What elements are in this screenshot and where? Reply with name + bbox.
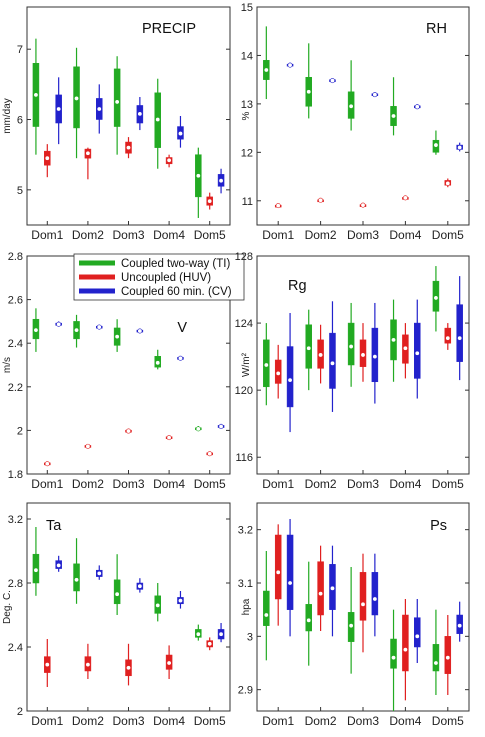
median-marker <box>178 356 182 360</box>
x-tick-label: Dom2 <box>304 714 337 728</box>
panel-title: Ta <box>46 518 62 534</box>
box <box>372 572 378 615</box>
y-tick-label: 3.2 <box>7 514 23 526</box>
median-marker <box>307 90 311 94</box>
x-tick-label: Dom1 <box>31 477 64 491</box>
median-marker <box>288 378 292 382</box>
y-tick-label: 2.8 <box>7 578 23 590</box>
median-marker <box>434 661 438 665</box>
median-marker <box>457 145 461 149</box>
box-dom2-series-2 <box>85 148 91 180</box>
median-marker <box>276 203 280 207</box>
box-dom1-series-1 <box>263 551 269 660</box>
y-axis-label: mm/day <box>2 98 13 134</box>
median-marker <box>288 63 292 67</box>
box-dom1-series-1 <box>33 308 39 352</box>
median-marker <box>97 571 101 575</box>
y-axis-label: m/s <box>2 356 13 374</box>
box-dom3-series-1 <box>348 567 354 674</box>
box-dom1-series-3 <box>56 77 62 144</box>
panel-title: V <box>177 320 187 336</box>
x-tick-label: Dom4 <box>389 228 422 242</box>
median-marker <box>34 328 38 332</box>
median-marker <box>196 632 200 636</box>
box-dom1-series-1 <box>263 323 269 405</box>
median-marker <box>178 598 182 602</box>
median-marker <box>86 444 90 448</box>
plot-frame <box>257 7 469 225</box>
box-dom2-series-2 <box>85 444 91 448</box>
median-marker <box>349 344 353 348</box>
y-tick-label: 6 <box>16 114 23 127</box>
x-tick-label: Dom4 <box>153 477 186 491</box>
box-dom1-series-2 <box>44 144 50 177</box>
median-marker <box>276 371 280 375</box>
box-dom3-series-3 <box>372 92 378 97</box>
box-dom5-series-3 <box>218 623 224 642</box>
median-marker <box>318 198 322 202</box>
median-marker <box>156 361 160 365</box>
panel-title: Rg <box>288 278 307 294</box>
x-tick-label: Dom5 <box>193 714 226 728</box>
legend-label: Uncoupled (HUV) <box>121 272 212 284</box>
y-tick-label: 2 <box>16 706 23 718</box>
y-tick-label: 2.4 <box>7 338 23 351</box>
y-tick-label: 13 <box>240 98 253 111</box>
box-dom4-series-1 <box>155 79 161 169</box>
box-dom4-series-2 <box>402 196 408 200</box>
box-dom2-series-2 <box>318 546 324 631</box>
box <box>360 572 366 620</box>
median-marker <box>264 363 268 367</box>
box-dom3-series-3 <box>372 554 378 637</box>
box-dom5-series-1 <box>433 610 439 695</box>
median-marker <box>330 361 334 365</box>
y-tick-label: 5 <box>16 184 23 197</box>
x-tick-label: Dom3 <box>112 228 145 242</box>
box <box>414 618 420 647</box>
median-marker <box>434 143 438 147</box>
median-marker <box>196 174 200 178</box>
box-dom5-series-1 <box>195 625 201 641</box>
box-dom5-series-2 <box>207 452 213 456</box>
median-marker <box>361 203 365 207</box>
median-marker <box>138 112 142 116</box>
median-marker <box>330 78 334 82</box>
box <box>318 562 324 615</box>
box-dom5-series-3 <box>457 276 463 380</box>
box-dom1-series-2 <box>44 462 50 466</box>
box-dom4-series-3 <box>177 116 183 148</box>
median-marker <box>446 655 450 659</box>
box-dom2-series-3 <box>329 78 335 82</box>
median-marker <box>307 346 311 350</box>
median-marker <box>115 592 119 596</box>
panel-title: Ps <box>430 518 447 534</box>
x-tick-label: Dom1 <box>262 477 295 491</box>
box-dom3-series-3 <box>137 578 143 592</box>
box-dom5-series-1 <box>433 131 439 155</box>
box-dom4-series-3 <box>414 300 420 399</box>
box-dom1-series-1 <box>33 39 39 155</box>
y-tick-label: 3.2 <box>237 524 253 537</box>
x-tick-label: Dom5 <box>431 477 464 491</box>
box-dom5-series-3 <box>457 143 463 152</box>
y-tick-label: 120 <box>234 385 253 398</box>
median-marker <box>115 100 119 104</box>
box-dom3-series-3 <box>137 97 143 130</box>
box-dom4-series-1 <box>155 350 161 370</box>
y-axis-label: Deg. C. <box>2 590 13 624</box>
panel-title: PRECIP <box>142 21 196 37</box>
box-dom3-series-1 <box>114 56 120 154</box>
box-dom3-series-2 <box>360 203 366 207</box>
box-dom4-series-2 <box>166 435 172 439</box>
panel-ta <box>2 503 230 728</box>
box-dom2-series-1 <box>74 48 80 158</box>
box <box>263 591 269 626</box>
median-marker <box>196 427 200 431</box>
median-marker <box>45 662 49 666</box>
box-dom1-series-1 <box>33 527 39 596</box>
box-dom3-series-3 <box>137 329 143 333</box>
median-marker <box>167 661 171 665</box>
box-dom3-series-1 <box>114 554 120 615</box>
y-tick-label: 11 <box>241 195 253 208</box>
box-dom5-series-2 <box>445 178 451 187</box>
box-dom1-series-2 <box>275 524 281 625</box>
y-tick-label: 15 <box>240 2 253 14</box>
panel-title: RH <box>426 21 447 37</box>
box-dom1-series-3 <box>287 63 293 68</box>
median-marker <box>446 181 450 185</box>
box-dom2-series-1 <box>74 315 80 348</box>
x-tick-label: Dom3 <box>346 228 380 242</box>
box-dom3-series-2 <box>126 644 132 686</box>
y-tick-label: 128 <box>234 251 253 263</box>
box-dom1-series-2 <box>275 345 281 399</box>
box <box>275 535 281 599</box>
box-dom2-series-2 <box>318 198 324 202</box>
box <box>287 347 293 407</box>
median-marker <box>415 351 419 355</box>
panel-v <box>2 251 244 491</box>
box-dom4-series-2 <box>166 645 172 679</box>
y-tick-label: 3 <box>246 631 253 644</box>
box-dom4-series-1 <box>391 77 397 135</box>
x-tick-label: Dom3 <box>112 477 145 491</box>
median-marker <box>97 107 101 111</box>
panel-rg <box>235 251 469 491</box>
median-marker <box>307 618 311 622</box>
box-dom2-series-1 <box>306 310 312 390</box>
median-marker <box>115 334 119 338</box>
box <box>457 305 463 362</box>
box-dom5-series-3 <box>457 602 463 642</box>
box <box>414 323 420 378</box>
median-marker <box>318 591 322 595</box>
x-tick-label: Dom4 <box>389 714 422 728</box>
median-marker <box>264 613 268 617</box>
box-dom5-series-3 <box>218 424 224 429</box>
box-dom4-series-1 <box>391 300 397 382</box>
box-dom2-series-1 <box>74 538 80 604</box>
y-tick-label: 2.9 <box>237 684 253 697</box>
y-tick-label: 12 <box>240 147 253 160</box>
median-marker <box>361 353 365 357</box>
median-marker <box>403 196 407 200</box>
x-tick-label: Dom3 <box>346 714 380 728</box>
box-dom3-series-2 <box>360 323 366 382</box>
x-tick-label: Dom2 <box>71 477 104 491</box>
x-tick-label: Dom5 <box>193 477 226 491</box>
median-marker <box>219 178 223 182</box>
x-tick-label: Dom4 <box>153 228 186 242</box>
box-dom3-series-2 <box>360 554 366 653</box>
median-marker <box>457 623 461 627</box>
box-dom1-series-2 <box>44 639 50 687</box>
box-dom4-series-3 <box>414 104 420 109</box>
x-tick-label: Dom5 <box>431 714 464 728</box>
median-marker <box>415 634 419 638</box>
y-tick-label: 124 <box>234 318 253 331</box>
median-marker <box>391 338 395 342</box>
box-dom5-series-2 <box>207 193 213 210</box>
median-marker <box>126 666 130 670</box>
x-tick-label: Dom5 <box>193 228 226 242</box>
median-marker <box>34 93 38 97</box>
median-marker <box>219 632 223 636</box>
x-tick-label: Dom2 <box>71 714 104 728</box>
box-dom4-series-1 <box>391 610 397 711</box>
box-dom2-series-2 <box>318 325 324 384</box>
box-dom2-series-3 <box>96 565 102 579</box>
median-marker <box>138 584 142 588</box>
box-dom3-series-2 <box>126 429 132 433</box>
y-tick-label: 14 <box>240 50 253 63</box>
box-dom3-series-1 <box>114 319 120 352</box>
median-marker <box>391 655 395 659</box>
box <box>402 615 408 671</box>
median-marker <box>97 325 101 329</box>
box-dom1-series-2 <box>275 203 281 207</box>
box <box>433 644 439 671</box>
box-dom1-series-1 <box>263 26 269 99</box>
median-marker <box>178 131 182 135</box>
median-marker <box>56 107 60 111</box>
median-marker <box>403 647 407 651</box>
median-marker <box>349 104 353 108</box>
median-marker <box>349 623 353 627</box>
median-marker <box>86 151 90 155</box>
median-marker <box>318 353 322 357</box>
box-dom5-series-1 <box>195 426 201 431</box>
panel-ps <box>238 503 469 728</box>
median-marker <box>208 199 212 203</box>
median-marker <box>373 354 377 358</box>
box <box>114 69 120 127</box>
median-marker <box>415 105 419 109</box>
box-dom2-series-1 <box>306 43 312 118</box>
box-dom5-series-2 <box>207 637 213 650</box>
x-tick-label: Dom1 <box>31 228 64 242</box>
box-dom5-series-1 <box>195 148 201 218</box>
median-marker <box>434 296 438 300</box>
median-marker <box>74 328 78 332</box>
y-tick-label: 1.8 <box>7 469 23 481</box>
y-tick-label: 7 <box>16 44 23 57</box>
x-tick-label: Dom1 <box>262 228 295 242</box>
x-tick-label: Dom2 <box>71 228 104 242</box>
box-dom1-series-3 <box>56 321 62 326</box>
box <box>287 535 293 610</box>
median-marker <box>45 462 49 466</box>
x-tick-label: Dom2 <box>304 477 337 491</box>
box-dom4-series-2 <box>166 155 172 168</box>
median-marker <box>219 424 223 428</box>
box-dom1-series-3 <box>56 556 62 572</box>
median-marker <box>373 597 377 601</box>
box-dom2-series-3 <box>96 84 102 133</box>
box-dom5-series-2 <box>445 615 451 695</box>
x-tick-label: Dom3 <box>112 714 145 728</box>
y-tick-label: 2.4 <box>7 642 23 654</box>
median-marker <box>361 602 365 606</box>
y-tick-label: 3.1 <box>237 578 253 590</box>
x-tick-label: Dom1 <box>31 714 64 728</box>
box-dom2-series-2 <box>85 644 91 679</box>
median-marker <box>167 158 171 162</box>
box-dom5-series-1 <box>433 266 439 331</box>
box <box>391 639 397 668</box>
median-marker <box>457 336 461 340</box>
median-marker <box>391 114 395 118</box>
x-tick-label: Dom2 <box>304 228 337 242</box>
box-dom4-series-3 <box>414 599 420 663</box>
median-marker <box>446 336 450 340</box>
box-dom2-series-3 <box>96 325 102 330</box>
box-dom4-series-1 <box>155 583 161 621</box>
box-dom2-series-1 <box>306 562 312 666</box>
median-marker <box>74 578 78 582</box>
median-marker <box>208 452 212 456</box>
median-marker <box>126 145 130 149</box>
box-dom4-series-2 <box>402 599 408 700</box>
box-dom5-series-2 <box>445 323 451 350</box>
y-tick-label: 116 <box>235 452 253 465</box>
box-dom5-series-3 <box>218 169 224 194</box>
median-marker <box>264 68 268 72</box>
box <box>306 604 312 631</box>
median-marker <box>403 346 407 350</box>
panel-precip <box>2 7 230 242</box>
median-marker <box>74 96 78 100</box>
box-dom2-series-3 <box>329 546 335 637</box>
median-marker <box>167 435 171 439</box>
x-tick-label: Dom4 <box>153 714 186 728</box>
median-marker <box>156 117 160 121</box>
y-tick-label: 2 <box>16 425 23 438</box>
box-dom3-series-2 <box>126 137 132 158</box>
median-marker <box>56 563 60 567</box>
box-dom1-series-3 <box>287 519 293 636</box>
box-dom4-series-2 <box>402 323 408 378</box>
median-marker <box>276 570 280 574</box>
median-marker <box>330 586 334 590</box>
box-dom3-series-3 <box>372 303 378 404</box>
x-tick-label: Dom5 <box>431 228 464 242</box>
median-marker <box>208 642 212 646</box>
box-dom1-series-3 <box>287 313 293 432</box>
box-dom3-series-1 <box>348 60 354 130</box>
median-marker <box>45 156 49 160</box>
box <box>348 323 354 365</box>
median-marker <box>126 429 130 433</box>
median-marker <box>373 92 377 96</box>
y-axis-label: % <box>241 111 252 121</box>
x-tick-label: Dom1 <box>262 714 295 728</box>
y-tick-label: 2.8 <box>7 251 23 263</box>
x-tick-label: Dom4 <box>389 477 422 491</box>
median-marker <box>288 581 292 585</box>
y-tick-label: 2.2 <box>7 381 23 394</box>
box <box>445 636 451 673</box>
box-dom2-series-3 <box>329 301 335 412</box>
box-dom4-series-3 <box>177 591 183 609</box>
y-axis-label: W/m² <box>241 353 252 377</box>
y-axis-label: hpa <box>241 598 252 616</box>
x-tick-label: Dom3 <box>346 477 380 491</box>
median-marker <box>156 603 160 607</box>
median-marker <box>86 662 90 666</box>
median-marker <box>138 329 142 333</box>
box-dom3-series-1 <box>348 303 354 387</box>
legend-label: Coupled two-way (TI) <box>121 258 231 270</box>
median-marker <box>34 568 38 572</box>
panel-rh <box>241 2 469 242</box>
y-tick-label: 2.6 <box>7 294 23 307</box>
box-dom4-series-3 <box>177 356 183 360</box>
median-marker <box>56 322 60 326</box>
box <box>329 333 335 388</box>
legend-label: Coupled 60 min. (CV) <box>121 286 232 298</box>
box <box>445 328 451 343</box>
legend <box>74 254 244 300</box>
